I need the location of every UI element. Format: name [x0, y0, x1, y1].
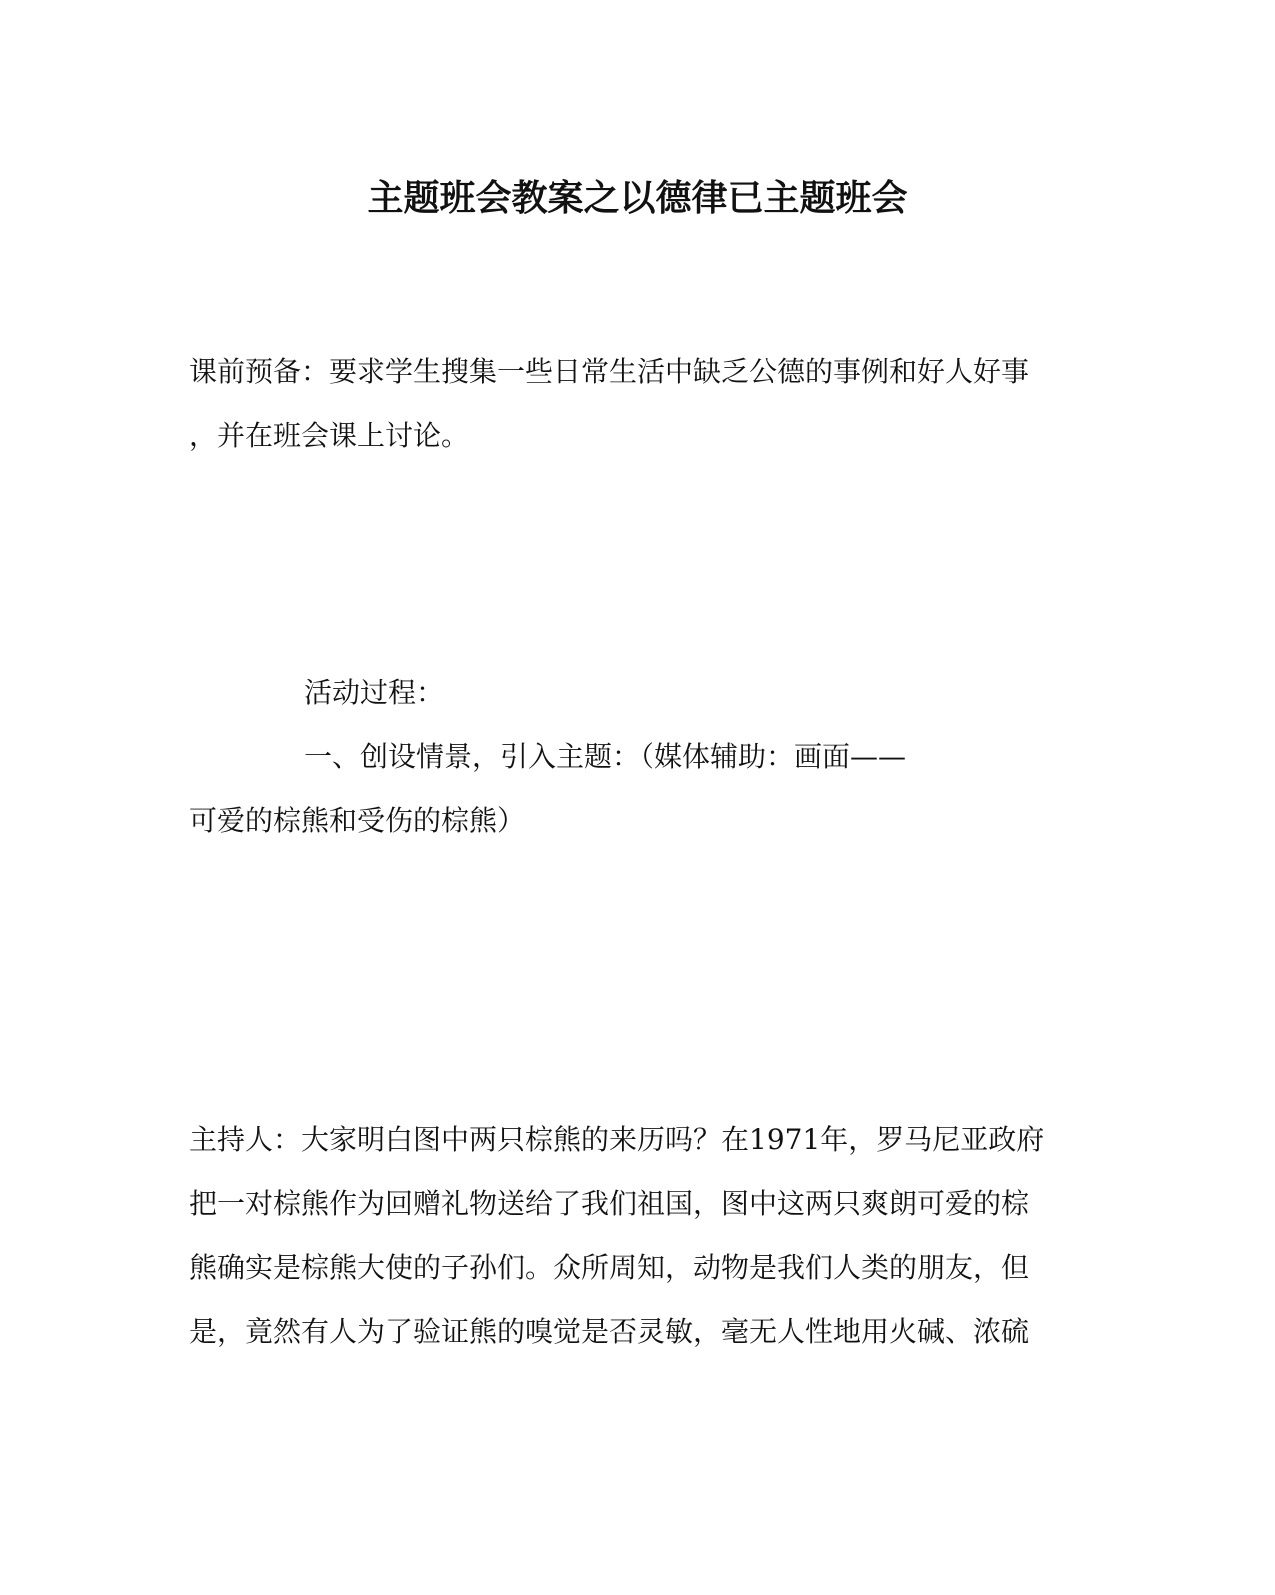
prep-line-2: ，并在班会课上讨论。	[189, 419, 470, 452]
prep-line-1: 课前预备：要求学生搜集一些日常生活中缺乏公德的事例和好人好事	[189, 355, 1030, 388]
host-line-2: 把一对棕熊作为回赠礼物送给了我们祖国，图中这两只爽朗可爱的棕	[189, 1187, 1030, 1220]
host-line-4: 是，竟然有人为了验证熊的嗅觉是否灵敏，毫无人性地用火碱、浓硫	[189, 1315, 1030, 1348]
step1-line-1: 一、创设情景，引入主题：（媒体辅助：画面——	[304, 740, 907, 773]
document-title: 主题班会教案之以德律已主题班会	[367, 177, 908, 219]
host-line-3: 熊确实是棕熊大使的子孙们。众所周知，动物是我们人类的朋友，但	[189, 1251, 1030, 1284]
host-line-1: 主持人：大家明白图中两只棕熊的来历吗？在1971年，罗马尼亚政府	[189, 1123, 1045, 1156]
process-heading: 活动过程：	[304, 676, 445, 709]
step1-line-2: 可爱的棕熊和受伤的棕熊）	[189, 804, 526, 837]
